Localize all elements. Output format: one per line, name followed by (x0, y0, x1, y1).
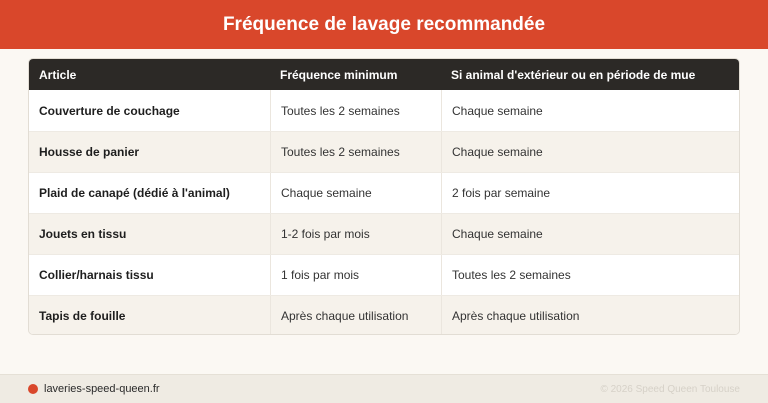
cell-minimum: Toutes les 2 semaines (270, 90, 441, 131)
cell-outdoor: 2 fois par semaine (441, 173, 739, 213)
cell-article: Tapis de fouille (39, 309, 126, 323)
brand-name: laveries-speed-queen.fr (44, 383, 160, 395)
cell-minimum: 1 fois par mois (270, 255, 441, 295)
cell-minimum: Toutes les 2 semaines (270, 132, 441, 172)
cell-minimum: Chaque semaine (270, 173, 441, 213)
table-row (29, 131, 739, 172)
footer-brand (28, 383, 160, 395)
cell-outdoor: Après chaque utilisation (441, 296, 739, 335)
table-row (29, 172, 739, 213)
cell-outdoor: Toutes les 2 semaines (441, 255, 739, 295)
cell-outdoor: Chaque semaine (441, 214, 739, 254)
cell-outdoor: Chaque semaine (441, 132, 739, 172)
cell-article: Jouets en tissu (39, 227, 127, 241)
brand-dot-icon (28, 384, 38, 394)
cell-article: Collier/harnais tissu (39, 268, 154, 282)
footer (0, 374, 768, 403)
cell-article: Housse de panier (39, 145, 140, 159)
frequency-table (28, 58, 740, 335)
cell-article: Couverture de couchage (39, 103, 180, 118)
table-row (29, 213, 739, 254)
cell-minimum: Après chaque utilisation (270, 296, 441, 335)
table-row (29, 295, 739, 335)
table-row (29, 254, 739, 295)
cell-minimum: 1-2 fois par mois (270, 214, 441, 254)
copyright-text: © 2026 Speed Queen Toulouse (600, 383, 740, 395)
column-header-minimum: Fréquence minimum (280, 67, 398, 82)
table-header (29, 59, 739, 90)
table-row (29, 90, 739, 131)
cell-article: Plaid de canapé (dédié à l'animal) (39, 186, 230, 200)
cell-outdoor: Chaque semaine (441, 90, 739, 131)
column-header-outdoor: Si animal d'extérieur ou en période de mue (451, 67, 696, 82)
page-title: Fréquence de lavage recommandée (222, 13, 546, 35)
column-header-article: Article (39, 67, 77, 82)
title-banner (0, 0, 768, 49)
